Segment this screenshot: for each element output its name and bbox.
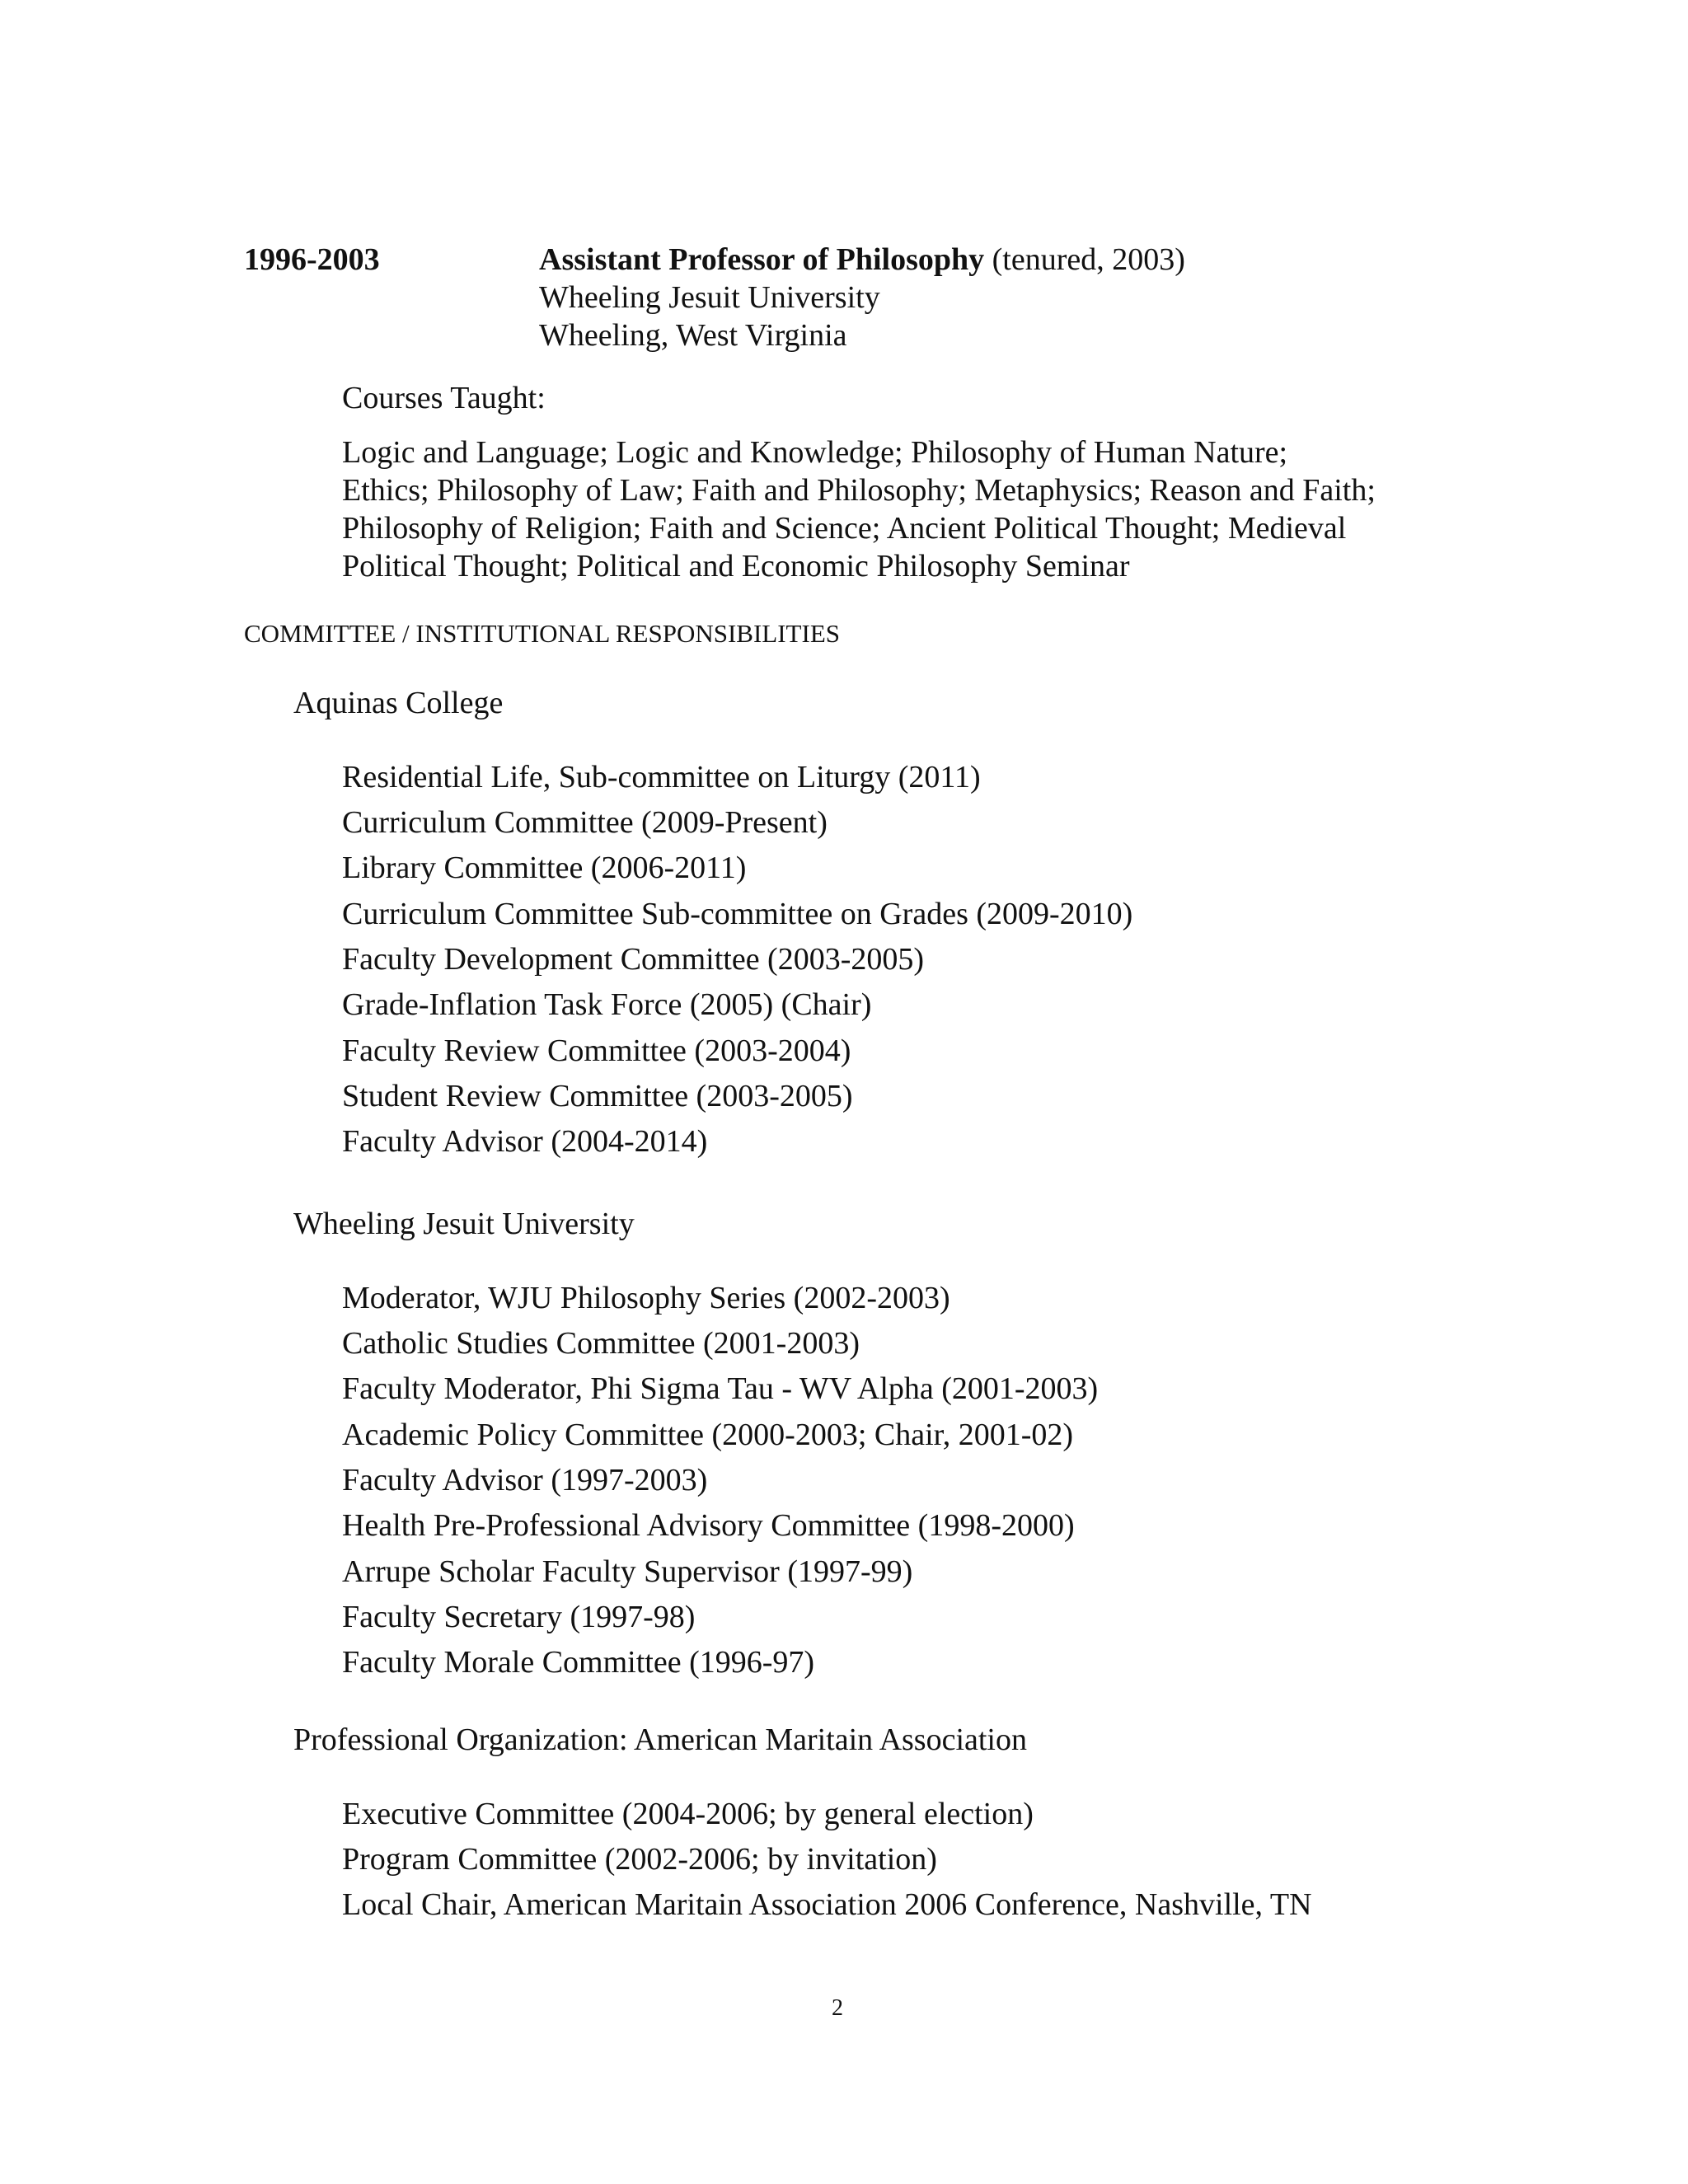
list-item: Library Committee (2006-2011) [342,851,747,885]
list-item: Curriculum Committee (2009-Present) [342,805,828,840]
list-item: Executive Committee (2004-2006; by general election) [342,1797,1034,1831]
list-item: Faculty Advisor (1997-2003) [342,1463,708,1497]
institution-location: Wheeling, West Virginia [539,318,847,353]
courses-line: Ethics; Philosophy of Law; Faith and Philosophy; Metaphysics; Reason and Faith; [342,473,1376,508]
list-item: Faculty Advisor (2004-2014) [342,1124,708,1159]
position-note: (tenured, 2003) [984,242,1185,277]
page-number: 2 [832,1995,843,2021]
list-item: Academic Policy Committee (2000-2003; Chair, 2001-02) [342,1418,1074,1452]
courses-line: Political Thought; Political and Economic Philosophy Seminar [342,549,1130,583]
section-heading: COMMITTEE / INSTITUTIONAL RESPONSIBILITIES [244,619,840,648]
list-item: Local Chair, American Maritain Association 2006 Conference, Nashville, TN [342,1887,1312,1922]
list-item: Faculty Secretary (1997-98) [342,1600,696,1634]
courses-heading: Courses Taught: [342,381,546,415]
list-item: Faculty Review Committee (2003-2004) [342,1033,851,1068]
list-item: Moderator, WJU Philosophy Series (2002-2003) [342,1281,950,1315]
list-item: Grade-Inflation Task Force (2005) (Chair) [342,987,872,1022]
courses-line: Philosophy of Religion; Faith and Science; Ancient Political Thought; Medieval [342,511,1347,546]
list-item: Program Committee (2002-2006; by invitation) [342,1842,937,1877]
list-item: Arrupe Scholar Faculty Supervisor (1997-99) [342,1554,913,1589]
list-item: Residential Life, Sub-committee on Liturgy (2011) [342,760,981,794]
group-name-wheeling: Wheeling Jesuit University [293,1207,635,1241]
list-item: Health Pre-Professional Advisory Committee (1998-2000) [342,1508,1075,1543]
list-item: Faculty Development Committee (2003-2005) [342,942,925,977]
list-item: Faculty Morale Committee (1996-97) [342,1645,815,1680]
list-item: Curriculum Committee Sub-committee on Grades (2009-2010) [342,897,1133,931]
group-name-aquinas: Aquinas College [293,686,504,720]
list-item: Faculty Moderator, Phi Sigma Tau - WV Alpha (2001-2003) [342,1371,1099,1406]
list-item: Catholic Studies Committee (2001-2003) [342,1326,860,1361]
list-item: Student Review Committee (2003-2005) [342,1079,853,1113]
courses-line: Logic and Language; Logic and Knowledge; Philosophy of Human Nature; [342,435,1288,470]
position-title: Assistant Professor of Philosophy [539,242,985,277]
employment-position-line [539,241,1185,279]
institution-name: Wheeling Jesuit University [539,280,880,315]
employment-years: 1996-2003 [244,242,380,277]
group-name-maritain: Professional Organization: American Maritain Association [293,1722,1027,1757]
